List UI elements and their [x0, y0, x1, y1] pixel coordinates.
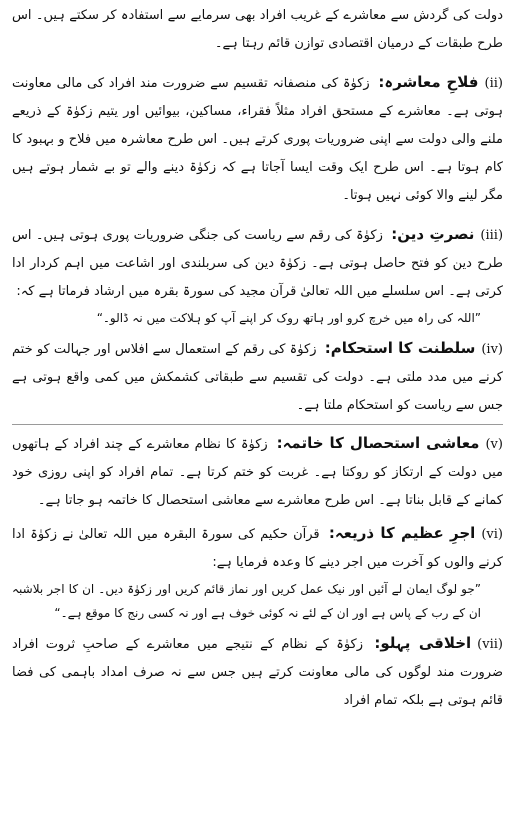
section-body: زکوٰۃ کے نظام کے نتیجے میں معاشرے کے صاحبِ ثروت افراد ضرورت مند لوگوں کی مالی معاونت کرتے ہیں جس سے نہ صرف امداد باہمی کی فضا قائم ہوتی ہے بلکہ تمام افراد — [12, 637, 503, 708]
section-number: (v) — [485, 437, 503, 452]
section-heading: معاشی استحصال کا خاتمہ: — [276, 434, 480, 452]
intro-paragraph: دولت کی گردش سے معاشرے کے غریب افراد بھی سرمایے سے استفادہ کر سکتے ہیں۔ اس طرح طبقات کے درمیان اقتصادی توازن قائم رہتا ہے۔ — [12, 8, 503, 51]
section-iv-paragraph — [12, 334, 503, 420]
section-heading: فلاحِ معاشرہ: — [378, 73, 479, 91]
section-body: زکوٰۃ کی رقم سے ریاست کی جنگی ضروریات پوری ہوتی ہیں۔ اس طرح دین کو فتح حاصل ہوتی ہے۔ زکوٰۃ دین کی سربلندی اور اشاعت میں اہم کردار ادا کرتی ہے۔ اس سلسلے میں اللہ تعالیٰ قرآن مجید کی سورۃ بقرہ میں ارشاد فرماتا ہے کہ: — [12, 228, 503, 299]
section-body: زکوٰۃ کا نظام معاشرے کے چند افراد کے ہاتھوں میں دولت کے ارتکاز کو روکتا ہے۔ غربت کو ختم کرتا ہے۔ تمام افراد کو اپنی روزی خود کمانے کے قابل بناتا ہے۔ اس طرح معاشرے سے معاشی استحصال کا خاتمہ ہو جاتا ہے۔ — [12, 437, 503, 508]
section-iii-paragraph — [12, 220, 503, 306]
section-heading: اجرِ عظیم کا ذریعہ: — [328, 524, 476, 542]
section-heading: نصرتِ دین: — [391, 225, 475, 243]
section-vii-paragraph — [12, 629, 503, 715]
section-body: زکوٰۃ کی منصفانہ تقسیم سے ضرورت مند افراد کی مالی معاونت ہوتی ہے۔ معاشرے کے مستحق افراد مثلاً فقراء، مساکین، بیوائیں اور یتیم زکوٰۃ کے ذریعے ملنے والی دولت سے اپنی ضروریات پوری کرتے ہیں۔ اس طرح معاشرہ میں فلاح و بہبود کا کام ہوتا ہے۔ اس طرح ایک وقت ایسا آجاتا ہے کہ زکوٰۃ دینے والے تو بے شمار ہوتے ہیں مگر لینے والا کوئی نہیں ہوتا۔ — [12, 76, 503, 203]
divider — [12, 424, 503, 425]
section-number: (ii) — [484, 76, 503, 91]
section-body: قرآن حکیم کی سورۃ البقرہ میں اللہ تعالیٰ نے زکوٰۃ ادا کرنے والوں کو آخرت میں اجر دینے کا وعدہ فرمایا ہے: — [12, 527, 503, 570]
section-v-paragraph — [12, 429, 503, 515]
section-number: (iii) — [480, 228, 504, 243]
section-heading: اخلاقی پہلو: — [374, 634, 472, 652]
section-number: (vi) — [481, 527, 503, 542]
section-heading: سلطنت کا استحکام: — [324, 339, 476, 357]
section-body: زکوٰۃ کی رقم کے استعمال سے افلاس اور جہالت کو ختم کرنے میں مدد ملتی ہے۔ دولت کی تقسیم سے طبقاتی کشمکش میں کمی واقع ہوتی ہے جس سے ریاست کو استحکام ملتا ہے۔ — [12, 342, 503, 413]
section-number: (iv) — [481, 342, 503, 357]
document-page — [12, 2, 503, 822]
quran-quote: ”اللہ کی راہ میں خرچ کرو اور ہاتھ روک کر اپنے آپ کو ہلاکت میں نہ ڈالو۔“ — [96, 311, 481, 325]
section-vi-paragraph — [12, 519, 503, 577]
quran-quote: ”جو لوگ ایمان لے آئیں اور نیک عمل کریں اور نماز قائم کریں اور زکوٰۃ دیں۔ ان کا اجر بلاشبہ ان کے رب کے پاس ہے اور ان کے لئے نہ کوئی خوف ہے اور نہ کسی رنج کا موقع ہے۔“ — [12, 582, 481, 620]
section-number: (vii) — [477, 637, 503, 652]
section-ii-paragraph — [12, 68, 503, 210]
